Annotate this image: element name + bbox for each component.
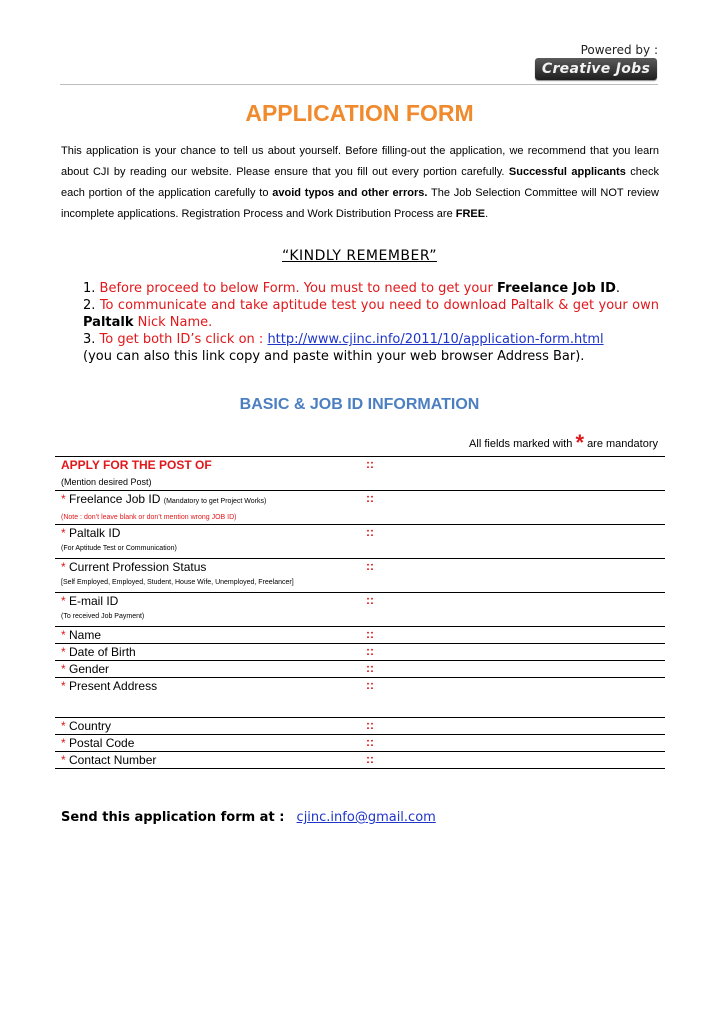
postal-label: Postal Code <box>69 736 135 750</box>
row-country[interactable] <box>55 718 665 735</box>
required-star-icon: * <box>575 430 584 455</box>
row-name[interactable] <box>55 627 665 644</box>
point-1-end: . <box>615 281 621 296</box>
intro-text-3: The Job Selection Committee will NOT review incomplete applications. Registration Process and Work Distribution Process are <box>61 187 659 220</box>
point-1-text: Before proceed to below Form. You must to need to get your <box>99 281 493 296</box>
paltalk-id-label: Paltalk ID <box>69 526 121 540</box>
gender-label: Gender <box>69 662 110 676</box>
row-dob[interactable] <box>55 644 665 661</box>
required-star-icon: * <box>61 753 66 767</box>
point-1 <box>83 280 659 297</box>
point-3-note: (you can also this link copy and paste within your web browser Address Bar). <box>83 349 585 364</box>
intro-bold-3: FREE <box>455 208 486 220</box>
profession-hint: [Self Employed, Employed, Student, House Wife, Unemployed, Freelancer] <box>61 579 294 586</box>
freelance-id-note: (Note : don’t leave blank or don’t mention wrong JOB ID) <box>61 514 237 521</box>
kindly-remember-heading: “KINDLY REMEMBER” <box>282 248 437 264</box>
required-star-icon: * <box>61 662 66 676</box>
row-address[interactable] <box>55 678 665 718</box>
required-star-icon: * <box>61 736 66 750</box>
postal-input[interactable]: :: <box>360 735 665 752</box>
required-star-icon: * <box>61 679 66 693</box>
row-paltalk-id[interactable] <box>55 525 665 559</box>
required-star-icon: * <box>61 594 66 608</box>
point-2-text-end: Nick Name. <box>137 315 213 330</box>
dob-label: Date of Birth <box>69 645 136 659</box>
point-3 <box>83 331 659 365</box>
point-1-bold: Freelance Job ID <box>497 281 616 296</box>
required-star-icon: * <box>61 719 66 733</box>
paltalk-id-hint: (For Aptitude Test or Communication) <box>61 545 177 552</box>
required-star-icon: * <box>61 560 66 574</box>
dob-input[interactable]: :: <box>360 644 665 661</box>
mandatory-note-text: All fields marked with <box>469 438 573 450</box>
apply-post-input[interactable]: :: <box>360 457 665 491</box>
required-star-icon: * <box>61 492 66 506</box>
send-line <box>61 810 436 825</box>
profession-input[interactable]: :: <box>360 559 665 593</box>
email-link[interactable]: cjinc.info@gmail.com <box>296 810 436 825</box>
gender-input[interactable]: :: <box>360 661 665 678</box>
contact-input[interactable]: :: <box>360 752 665 769</box>
address-input[interactable]: :: <box>360 678 665 718</box>
required-star-icon: * <box>61 526 66 540</box>
freelance-id-label: Freelance Job ID <box>69 492 161 506</box>
point-3-number: 3. <box>83 332 96 347</box>
required-star-icon: * <box>61 645 66 659</box>
header-divider <box>60 84 658 85</box>
freelance-id-hint: (Mandatory to get Project Works) <box>163 498 267 505</box>
address-label: Present Address <box>69 679 158 693</box>
email-input[interactable]: :: <box>360 593 665 627</box>
point-1-number: 1. <box>83 281 96 296</box>
point-2-bold: Paltalk <box>83 315 134 330</box>
row-gender[interactable] <box>55 661 665 678</box>
application-form-table <box>55 456 665 769</box>
row-postal[interactable] <box>55 735 665 752</box>
row-email[interactable] <box>55 593 665 627</box>
page-title: APPLICATION FORM <box>245 100 474 126</box>
point-3-text: To get both ID’s click on : <box>99 332 264 347</box>
intro-bold-1: Successful applicants <box>508 166 626 178</box>
powered-by-label: Powered by : <box>580 43 658 57</box>
intro-text-2: check each portion of the application carefully to <box>61 166 659 199</box>
name-label: Name <box>69 628 102 642</box>
intro-paragraph <box>61 141 659 225</box>
freelance-id-input[interactable]: :: <box>360 491 665 525</box>
row-contact[interactable] <box>55 752 665 769</box>
send-label: Send this application form at : <box>61 810 285 825</box>
name-input[interactable]: :: <box>360 627 665 644</box>
point-2-text: To communicate and take aptitude test you need to download Paltalk & get your own <box>99 298 659 313</box>
profession-label: Current Profession Status <box>69 560 207 574</box>
row-profession[interactable] <box>55 559 665 593</box>
mandatory-note-text-end: are mandatory <box>587 438 658 450</box>
application-form-link[interactable]: http://www.cjinc.info/2011/10/application-form.html <box>267 332 604 347</box>
country-input[interactable]: :: <box>360 718 665 735</box>
email-label: E-mail ID <box>69 594 119 608</box>
creative-jobs-logo: Creative Jobs <box>535 58 657 80</box>
paltalk-id-input[interactable]: :: <box>360 525 665 559</box>
apply-post-hint: (Mention desired Post) <box>61 477 152 487</box>
intro-bold-2: avoid typos and other errors. <box>272 187 428 199</box>
country-label: Country <box>69 719 112 733</box>
intro-text-1: This application is your chance to tell us about yourself. Before filling-out the application, we recommend that you learn about CJI by reading our website. Please ensure that you fill out every portion carefully. <box>61 145 659 178</box>
row-freelance-id[interactable] <box>55 491 665 525</box>
apply-post-label: APPLY FOR THE POST OF <box>61 458 212 472</box>
contact-label: Contact Number <box>69 753 157 767</box>
intro-text-4: . <box>485 208 489 220</box>
row-apply-post[interactable] <box>55 457 665 491</box>
email-hint: (To received Job Payment) <box>61 613 145 620</box>
remember-points <box>83 280 659 365</box>
required-star-icon: * <box>61 628 66 642</box>
mandatory-note <box>469 430 658 456</box>
point-2 <box>83 297 659 331</box>
point-2-number: 2. <box>83 298 96 313</box>
section-title: BASIC & JOB ID INFORMATION <box>239 396 480 413</box>
